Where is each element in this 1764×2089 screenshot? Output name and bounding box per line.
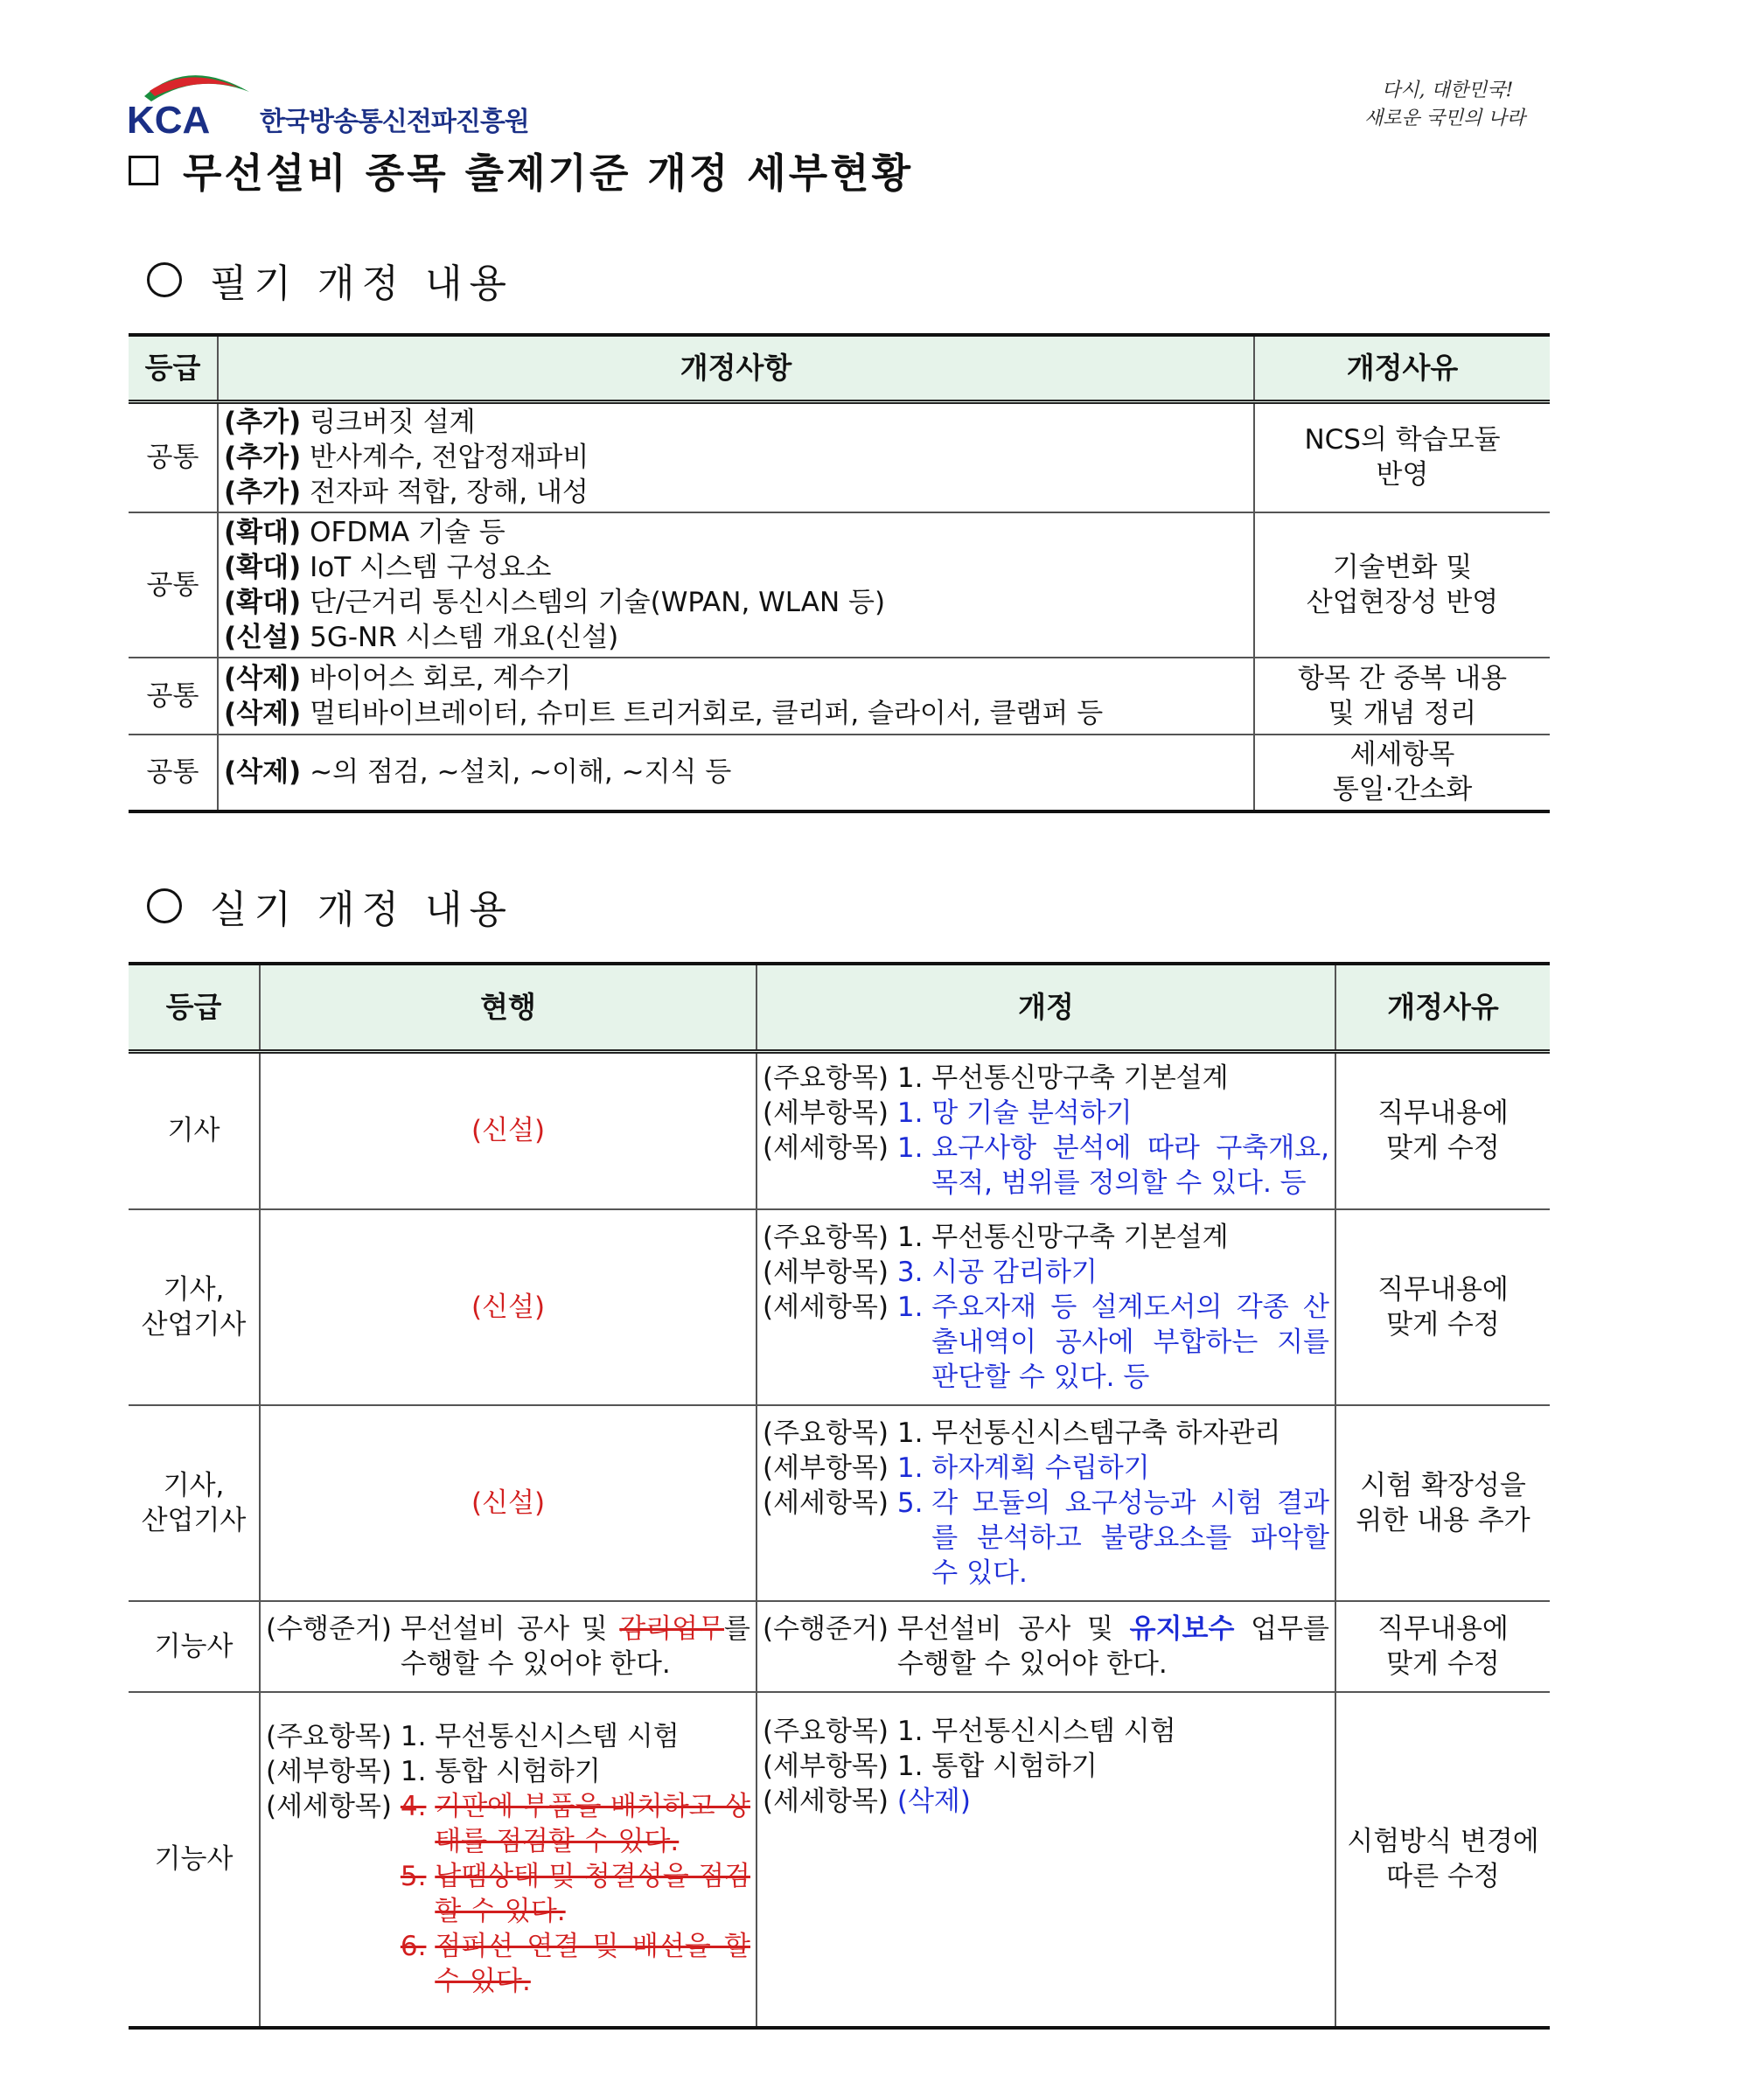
circle-bullet-icon (147, 888, 182, 923)
kca-logo-icon (127, 61, 258, 140)
col-header-reason: 개정사유 (1335, 964, 1550, 1052)
table-row (129, 1692, 1550, 2028)
changes-cell: (확대) OFDMA 기술 등 (확대) IoT 시스템 구성요소 (확대) 단/근거리 통신시스템의 기술(WPAN, WLAN 등) (신설) 5G-NR 시스템 개요(신설) (218, 512, 1254, 658)
grade-cell: 기사, 산업기사 (129, 1209, 260, 1405)
table-row (129, 1601, 1550, 1692)
col-header-grade: 등급 (129, 335, 218, 402)
changes-cell: (추가) 링크버짓 설계 (추가) 반사계수, 전압정재파비 (추가) 전자파 적합, 장해, 내성 (218, 402, 1254, 512)
current-cell: (신설) (260, 1405, 756, 1601)
col-header-grade: 등급 (129, 964, 260, 1052)
grade-cell: 기능사 (129, 1692, 260, 2028)
current-cell: (주요항목) 1. 무선통신시스템 시험 (세부항목) 1. 통합 시험하기 (세세항목) 4. 기판에 부품을 배치하고 상태를 점검할 수 있다. 5. 납땜상태 및 청결성을 점검할 수 있다. 6. 점퍼선 연결 및 배선을 할 수 있다. (260, 1692, 756, 2028)
section-title-practical: 실기 개정 내용 (147, 878, 513, 934)
table-row (129, 1209, 1550, 1405)
reason-cell: NCS의 학습모듈 반영 (1254, 402, 1550, 512)
reason-cell: 직무내용에 맞게 수정 (1335, 1209, 1550, 1405)
written-revision-table (129, 333, 1550, 813)
slogan-calligraphy (1364, 63, 1539, 142)
grade-cell: 공통 (129, 735, 218, 811)
grade-cell: 기사 (129, 1052, 260, 1209)
current-cell: (수행준거) 무선설비 공사 및 감리업무를 수행할 수 있어야 한다. (260, 1601, 756, 1692)
reason-cell: 시험 확장성을 위한 내용 추가 (1335, 1405, 1550, 1601)
revised-cell: (주요항목) 1. 무선통신시스템구축 하자관리 (세부항목) 1. 하자계획 수립하기 (세세항목) 5. 각 모듈의 요구성능과 시험 결과를 분석하고 불량요소를 파악할 수 있다. (756, 1405, 1335, 1601)
grade-cell: 공통 (129, 512, 218, 658)
col-header-reason: 개정사유 (1254, 335, 1550, 402)
revised-cell: (주요항목) 1. 무선통신시스템 시험 (세부항목) 1. 통합 시험하기 (세세항목) (삭제) (756, 1692, 1335, 2028)
reason-cell: 시험방식 변경에 따른 수정 (1335, 1692, 1550, 2028)
col-header-changes: 개정사항 (218, 335, 1254, 402)
svg-text:KCA: KCA (127, 99, 211, 140)
current-cell: (신설) (260, 1052, 756, 1209)
reason-cell: 직무내용에 맞게 수정 (1335, 1601, 1550, 1692)
reason-cell: 세세항목 통일·간소화 (1254, 735, 1550, 811)
page-title: 무선설비 종목 출제기준 개정 세부현황 (129, 142, 913, 199)
table-row (129, 735, 1550, 811)
reason-cell: 직무내용에 맞게 수정 (1335, 1052, 1550, 1209)
grade-cell: 기사, 산업기사 (129, 1405, 260, 1601)
org-name: 한국방송통신전파진흥원 (260, 107, 529, 137)
checkbox-square-icon (129, 156, 158, 185)
table-row (129, 658, 1550, 735)
col-header-current: 현행 (260, 964, 756, 1052)
table-row (129, 512, 1550, 658)
circle-bullet-icon (147, 262, 182, 297)
grade-cell: 공통 (129, 402, 218, 512)
reason-cell: 기술변화 및 산업현장성 반영 (1254, 512, 1550, 658)
current-cell: (신설) (260, 1209, 756, 1405)
revised-cell: (수행준거) 무선설비 공사 및 유지보수 업무를 수행할 수 있어야 한다. (756, 1601, 1335, 1692)
changes-cell: (삭제) ~의 점검, ~설치, ~이해, ~지식 등 (218, 735, 1254, 811)
col-header-revised: 개정 (756, 964, 1335, 1052)
svg-text:새로운 국민의 나라: 새로운 국민의 나라 (1364, 108, 1526, 129)
practical-revision-table (129, 962, 1550, 2030)
section-title-written: 필기 개정 내용 (147, 252, 513, 308)
table-row (129, 1052, 1550, 1209)
kca-logo (127, 61, 582, 140)
grade-cell: 기능사 (129, 1601, 260, 1692)
revised-cell: (주요항목) 1. 무선통신망구축 기본설계 (세부항목) 1. 망 기술 분석하기 (세세항목) 1. 요구사항 분석에 따라 구축개요, 목적, 범위를 정의할 수 있다. 등 (756, 1052, 1335, 1209)
svg-text:다시, 대한민국!: 다시, 대한민국! (1382, 80, 1514, 101)
table-row (129, 1405, 1550, 1601)
revised-cell: (주요항목) 1. 무선통신망구축 기본설계 (세부항목) 3. 시공 감리하기 (세세항목) 1. 주요자재 등 설계도서의 각종 산출내역이 공사에 부합하는 지를 판단할 수 있다. 등 (756, 1209, 1335, 1405)
reason-cell: 항목 간 중복 내용 및 개념 정리 (1254, 658, 1550, 735)
grade-cell: 공통 (129, 658, 218, 735)
table-row (129, 402, 1550, 512)
changes-cell: (삭제) 바이어스 회로, 계수기 (삭제) 멀티바이브레이터, 슈미트 트리거회로, 클리퍼, 슬라이서, 클램퍼 등 (218, 658, 1254, 735)
